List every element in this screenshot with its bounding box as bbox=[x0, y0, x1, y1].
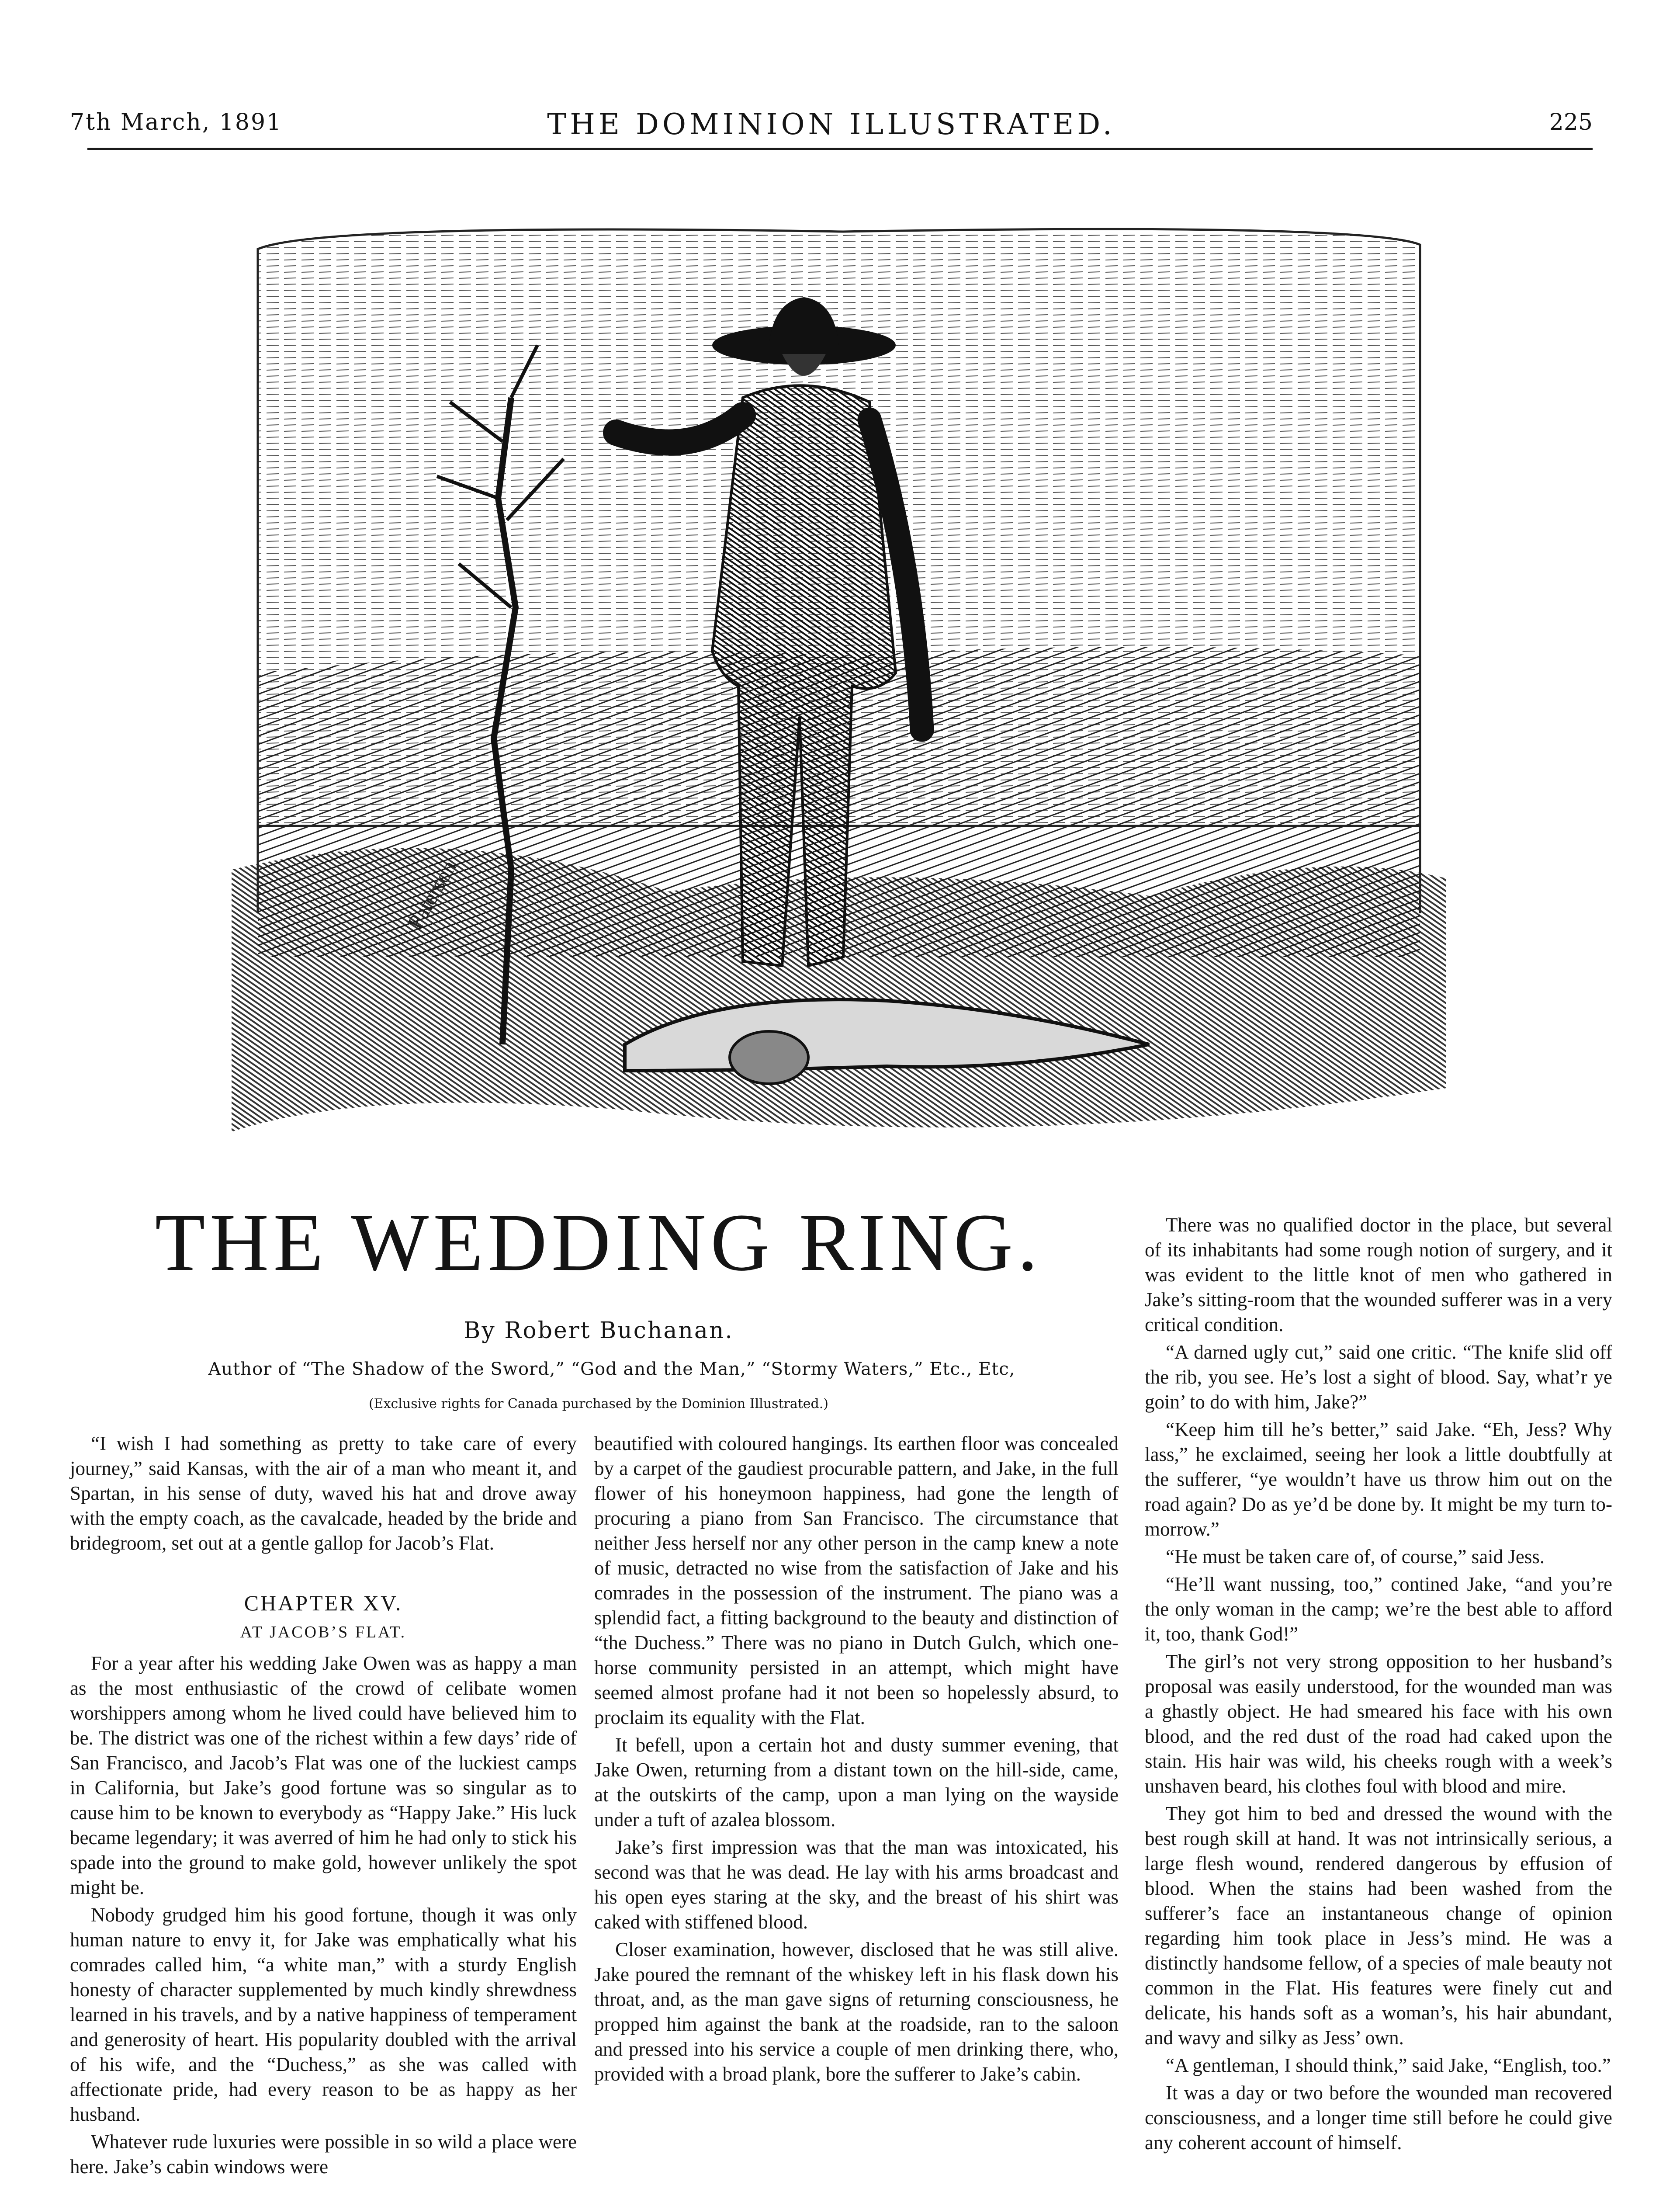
engraving-illustration bbox=[232, 214, 1446, 1180]
text-column-1 bbox=[70, 1431, 577, 2179]
page-number: 225 bbox=[1549, 109, 1593, 135]
paragraph: Whatever rude luxuries were possible in so wild a place were here. Jake’s cabin windows were bbox=[70, 2131, 577, 2178]
byline: By Robert Buchanan. bbox=[464, 1318, 734, 1344]
running-head bbox=[70, 101, 1593, 149]
paragraph: Nobody grudged him his good fortune, though it was only human nature to envy it, for Jake was emphatically what his comrades called him, “a white man,” with a sturdy English honesty of character supplemented by much kindly shrewdness learned in his travels, and by a native happiness of temperament and generosity of heart. His popularity doubled with the arrival of his wife, and the “Duchess,” as she was called with affectionate pride, had every reason to be as happy as her husband. bbox=[70, 1904, 577, 2125]
artist-signature: Paterson bbox=[402, 856, 461, 933]
paragraph: For a year after his wedding Jake Owen was as happy a man as the most enthusiastic of the crowd of celibate women worshippers among whom he lived could have believed him to be. The district was one of the richest within a few days’ ride of San Francisco, and Jacob’s Flat was one of the luckiest camps in California, but Jake’s good fortune was so singular as to cause him to be known to everybody as “Happy Jake.” His luck became legendary; it was averred of him he had only to stick his spade into the ground to make gold, however unlikely the spot might be. bbox=[70, 1652, 577, 1898]
paragraph: The girl’s not very strong opposition to her husband’s proposal was easily understood, for the wounded man was a ghastly object. He had smeared his face with his own blood, and the red dust of the road had caked upon the stain. His hair was wild, his cheeks rough with a week’s unshaven beard, his clothes foul with blood and mire. bbox=[1145, 1651, 1612, 1797]
paragraph: “He must be taken care of, of course,” said Jess. bbox=[1166, 1546, 1545, 1568]
author-credits: Author of “The Shadow of the Sword,” “God and the Man,” “Stormy Waters,” Etc., Etc, bbox=[208, 1359, 1015, 1379]
paragraph: “A darned ugly cut,” said one critic. “The knife slid off the rib, you see. He’s lost a sight of blood. Say, what’r ye goin’ to do with him, Jake?” bbox=[1145, 1341, 1612, 1413]
paragraph: Closer examination, however, disclosed that he was still alive. Jake poured the remnant of the whiskey left in his flask down his throat, and, as the man gave signs of returning consciousness, he propped him against the bank at the roadside, ran to the saloon and pressed into his service a couple of men drinking there, who, provided with a broad plank, bore the sufferer to Jake’s cabin. bbox=[594, 1939, 1119, 2085]
chapter-heading: CHAPTER XV. bbox=[244, 1591, 403, 1615]
paragraph: “I wish I had something as pretty to take care of every journey,” said Kansas, with the air of a man who meant it, and Spartan, in his sense of duty, waved his hat and drove away with the empty coach, as the cavalcade, headed by the bride and bridegroom, set out at a gentle gallop for Jacob’s Flat. bbox=[70, 1432, 577, 1554]
header-rule bbox=[87, 148, 1593, 150]
text-column-3 bbox=[1145, 1213, 1612, 2155]
issue-date: 7th March, 1891 bbox=[70, 109, 283, 135]
paragraph: beautified with coloured hangings. Its earthen floor was concealed by a carpet of the gaudiest procurable pattern, and Jake, in the full flower of his honeymoon happiness, had gone the length of procuring a piano from San Francisco. The circumstance that neither Jess herself nor any other person in the camp knew a note of music, detracted no wise from the satisfaction of Jake and his comrades in the possession of the instrument. The piano was a splendid fact, a fitting background to the beauty and distinction of “the Duchess.” There was no piano in Dutch Gulch, which one-horse community persisted in an attempt, which might have seemed almost profane had it not been so hopelessly absurd, to proclaim its equality with the Flat. bbox=[594, 1432, 1119, 1728]
text-column-2 bbox=[594, 1431, 1119, 2087]
paragraph: It was a day or two before the wounded man recovered consciousness, and a longer time still before he could give any coherent account of himself. bbox=[1145, 2082, 1612, 2154]
paragraph: “He’ll want nussing, too,” contined Jake, “and you’re the only woman in the camp; we’re the best able to afford it, too, thank God!” bbox=[1145, 1573, 1612, 1645]
paragraph: “A gentleman, I should think,” said Jake, “English, too.” bbox=[1166, 2054, 1611, 2076]
paragraph: It befell, upon a certain hot and dusty summer evening, that Jake Owen, returning from a distant town on the hill-side, came, at the outskirts of the camp, upon a man lying on the wayside under a tuft of azalea blossom. bbox=[594, 1734, 1119, 1831]
publication-name: THE DOMINION ILLUSTRATED. bbox=[547, 108, 1115, 141]
paragraph: They got him to bed and dressed the wound with the best rough skill at hand. It was not intrinsically serious, a large flesh wound, rendered dangerous by effusion of blood. When the stains had been washed from the sufferer’s face an instantaneous change of opinion regarding him took place in Jess’s mind. He was a distinctly handsome fellow, of a species of male beauty not common in the Flat. His features were finely cut and delicate, his hands soft as a woman’s, his hair abundant, and wavy and silky as Jess’ own. bbox=[1145, 1803, 1612, 2049]
rights-notice: (Exclusive rights for Canada purchased by the Dominion Illustrated.) bbox=[368, 1396, 829, 1412]
story-title: THE WEDDING RING. bbox=[155, 1197, 1043, 1288]
engraving-man-standing-over-body-icon bbox=[232, 214, 1446, 1180]
paragraph: “Keep him till he’s better,” said Jake. “Eh, Jess? Why lass,” he exclaimed, seeing her look a little doubtfully at the sufferer, “ye wouldn’t have us throw him out on the road again? Do as ye’d be done by. It might be my turn to-morrow.” bbox=[1145, 1419, 1612, 1540]
chapter-subtitle: AT JACOB’S FLAT. bbox=[240, 1623, 407, 1641]
paragraph: There was no qualified doctor in the place, but several of its inhabitants had some rough notion of surgery, and it was evident to the little knot of men who gathered in Jake’s sitting-room that the wounded sufferer was in a very critical condition. bbox=[1145, 1214, 1612, 1335]
paragraph: Jake’s first impression was that the man was intoxicated, his second was that he was dead. He lay with his arms broadcast and his open eyes staring at the sky, and the breast of his shirt was caked with stiffened blood. bbox=[594, 1836, 1119, 1933]
